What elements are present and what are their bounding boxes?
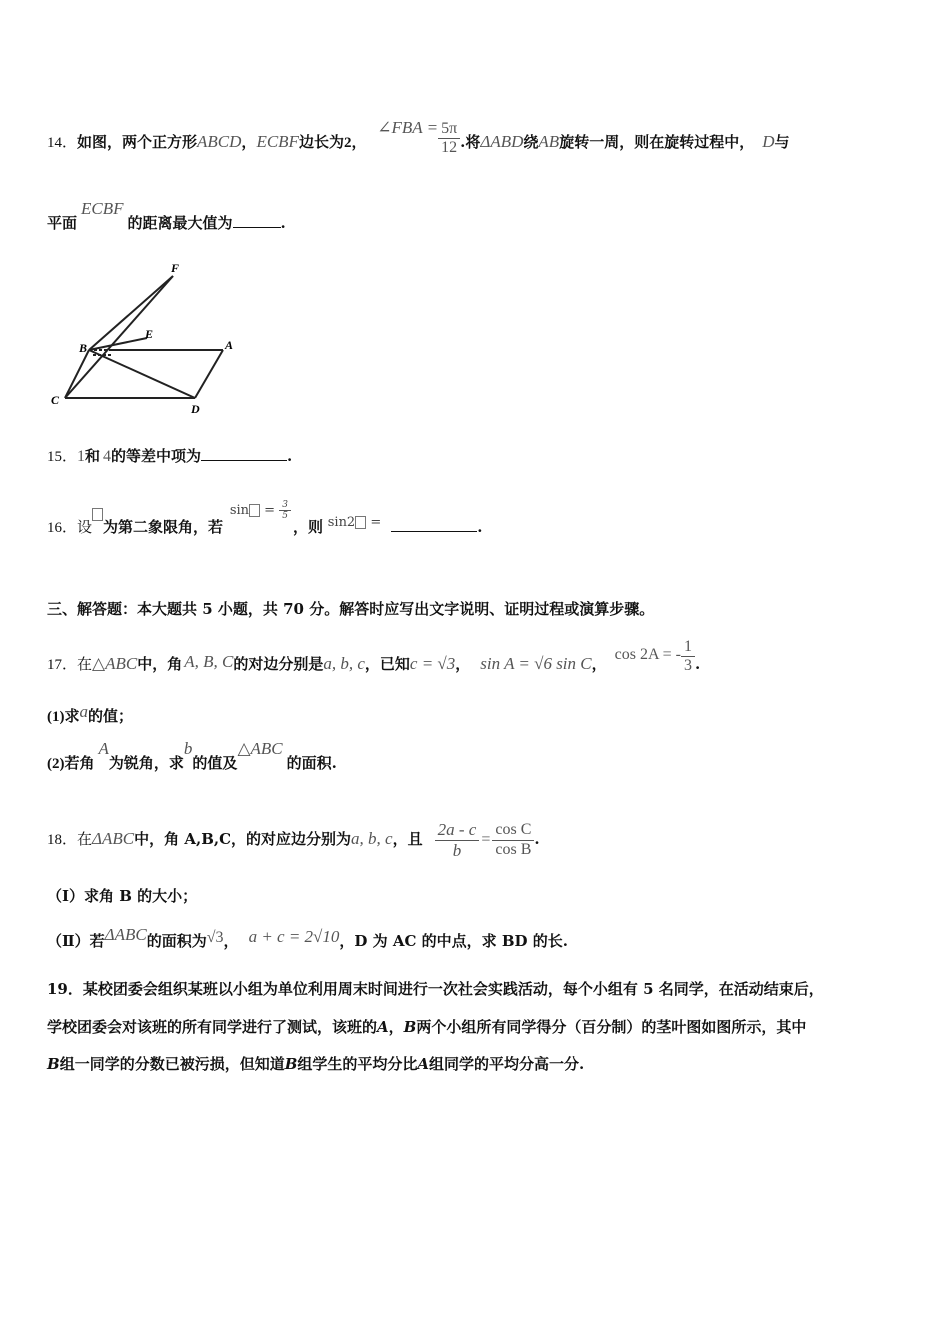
q19-text: 学校团委会对该班的所有同学进行了测试，该班的 [47,1018,378,1036]
q17-text: 的值； [88,707,134,725]
math-plane-ecbf: ECBF [81,199,124,218]
q14-text: 的距离最大值为 [127,214,233,232]
math-abcd: ABCD [197,131,242,151]
q17-text: 为锐角，求 [108,754,184,772]
sin-label: sin [229,503,250,518]
fraction-2a-c-over-b [435,820,480,860]
q18-text: ，D 为 AC 的中点，求 BD 的长. [339,932,568,950]
math-triangle-abc: △ABC [237,739,283,758]
q18-text: （Ⅱ）若 [47,932,105,950]
q14-text: 与 [774,132,790,151]
q15-text: 的等差中项为 [111,447,202,465]
q19-text: 组一同学的分数已被污损，但知道 [59,1055,285,1073]
part-label: (1) [47,709,65,725]
math-abc-sides: a, b, c [323,653,365,673]
q14-text: 如图，两个正方形 [77,132,198,151]
q19-text: 两个小组所有同学得分（百分制）的茎叶图如图所示，其中 [416,1018,807,1036]
fraction-cosc-cosb [492,821,534,859]
q17-line [47,638,701,684]
q18-text: 的面积为 [146,932,207,950]
group-a: A [417,1055,430,1073]
q14-text: 边长为 [298,132,344,151]
math-a-plus-c: a + c = 2√10 [248,927,340,946]
frac-top: 5π [438,120,460,139]
answer-blank-15[interactable] [201,460,287,461]
part-label: (2) [47,756,65,772]
math-ab: AB [538,131,560,151]
q19-line1: 19．某校团委会组织某班以小组为单位利用周末时间进行一次社会实践活动，每个小组有 5 名同学，在活动结束后， [47,980,824,998]
math-d: D [762,131,775,151]
q18-part1: （Ⅰ）求角 B 的大小； [47,887,198,905]
q14-line2 [47,199,286,233]
q19-text: 组学生的平均分比 [297,1055,418,1073]
q15-text: 和 [85,447,101,465]
math-4: 4 [103,448,112,465]
q17-text: 求 [64,707,80,725]
frac-top: 2a - c [435,820,480,841]
equals: = [264,503,276,518]
equals: = [481,831,491,849]
theta-placeholder-icon [249,504,260,517]
q14-text: . [280,214,286,232]
q18-text: ，且 [392,830,423,849]
math-triangle-abc: ΔABC [104,925,147,944]
q14-value: 2 [343,134,352,151]
math-ecbf: ECBF [256,131,299,151]
q17-text: ，已知 [364,654,410,673]
q17-text: 的值及 [192,754,238,772]
q14-text: .将 [460,132,481,151]
q14-line1 [47,117,790,162]
math-angle-fba: ∠FBA = [377,117,439,137]
q19-line2 [47,1016,806,1037]
q15-number: 15． [47,449,78,465]
math-1: 1 [77,448,86,465]
q17-text: 的面积. [286,754,337,772]
q18-line [47,820,540,860]
q16-text: . [477,518,483,536]
q18-text: 中，角 A,B,C，的对应边分别为 [134,830,352,849]
math-triangle-abd: ΔABD [480,131,524,151]
group-a: A [377,1018,389,1036]
group-b: B [403,1018,417,1036]
math-cos2a: cos 2A = - [614,645,681,663]
label-f: F [171,261,180,275]
math-sqrt3: √3 [206,929,224,946]
q16-number: 16．设 [47,520,93,536]
frac-bottom: 3 [684,657,692,675]
label-a: A [225,338,234,352]
fraction-1-3 [681,638,695,676]
q19-text: 组同学的平均分高一分. [429,1055,585,1073]
frac-bottom: 5 [282,511,288,521]
q17-text: 中，角 [137,654,183,673]
q19-text: ， [388,1018,404,1036]
answer-blank-14[interactable] [233,227,281,228]
q16-line [47,499,483,539]
sin2-label: sin2 [327,515,356,530]
label-b: B [79,341,88,355]
q18-text: . [534,830,540,849]
math-abc-sides: a, b, c [351,829,393,849]
q17-text: ， [455,654,471,673]
fraction-3-5 [279,500,291,522]
q18-text: ， [223,932,239,950]
answer-blank-16[interactable] [391,531,477,532]
math-sin-relation: sin A = √6 sin C [480,653,592,673]
q14-text: ， [351,132,367,151]
sin2-expression [328,515,382,530]
frac-top: 1 [681,638,695,657]
label-c: C [51,393,60,407]
math-c-eq: c = √3 [409,653,456,673]
q17-part1 [47,702,134,726]
geometry-figure [45,258,245,418]
frac-bottom: 12 [441,139,458,157]
q15-line [47,445,292,466]
q14-number: 14． [47,134,78,151]
q16-text: ，则 [292,518,323,536]
math-A: A [98,739,109,758]
frac-top: cos C [492,821,534,840]
fraction-5pi-12 [438,120,460,158]
theta-placeholder-icon [355,516,366,529]
math-abc-angles: A, B, C [184,651,234,671]
q17-text: ， [591,654,607,673]
math-a: a [79,702,89,721]
frac-bottom: b [452,840,462,860]
q14-text: 平面 [47,214,78,232]
group-b: B [47,1055,60,1073]
label-d: D [191,402,200,416]
q17-text: . [695,654,701,673]
math-triangle-abc: △ABC [92,653,138,673]
frac-bottom: cos B [495,840,532,858]
label-e: E [145,327,154,341]
q14-text: ， [241,132,257,151]
q14-text: 绕 [523,132,539,151]
q17-number: 17．在 [47,656,93,673]
q16-text: 为第二象限角，若 [103,518,224,536]
math-triangle-abc: ΔABC [92,829,135,849]
sin-expression [229,499,291,521]
q19-line3 [47,1053,584,1074]
frac-top: 3 [279,500,291,511]
q18-part2 [47,925,568,951]
q17-part2 [47,739,337,773]
q15-text: . [287,447,293,465]
q17-text: 的对边分别是 [233,654,324,673]
theta-placeholder-icon [92,508,103,521]
math-b: b [183,739,193,758]
q18-number: 18．在 [47,832,93,849]
group-b: B [284,1055,298,1073]
q17-text: 若角 [64,754,95,772]
q14-text: 旋转一周，则在旋转过程中， [559,132,755,151]
section-3-heading: 三、解答题：本大题共 5 小题，共 70 分。解答时应写出文字说明、证明过程或演算步骤。 [47,600,655,618]
equals: = [370,515,382,530]
